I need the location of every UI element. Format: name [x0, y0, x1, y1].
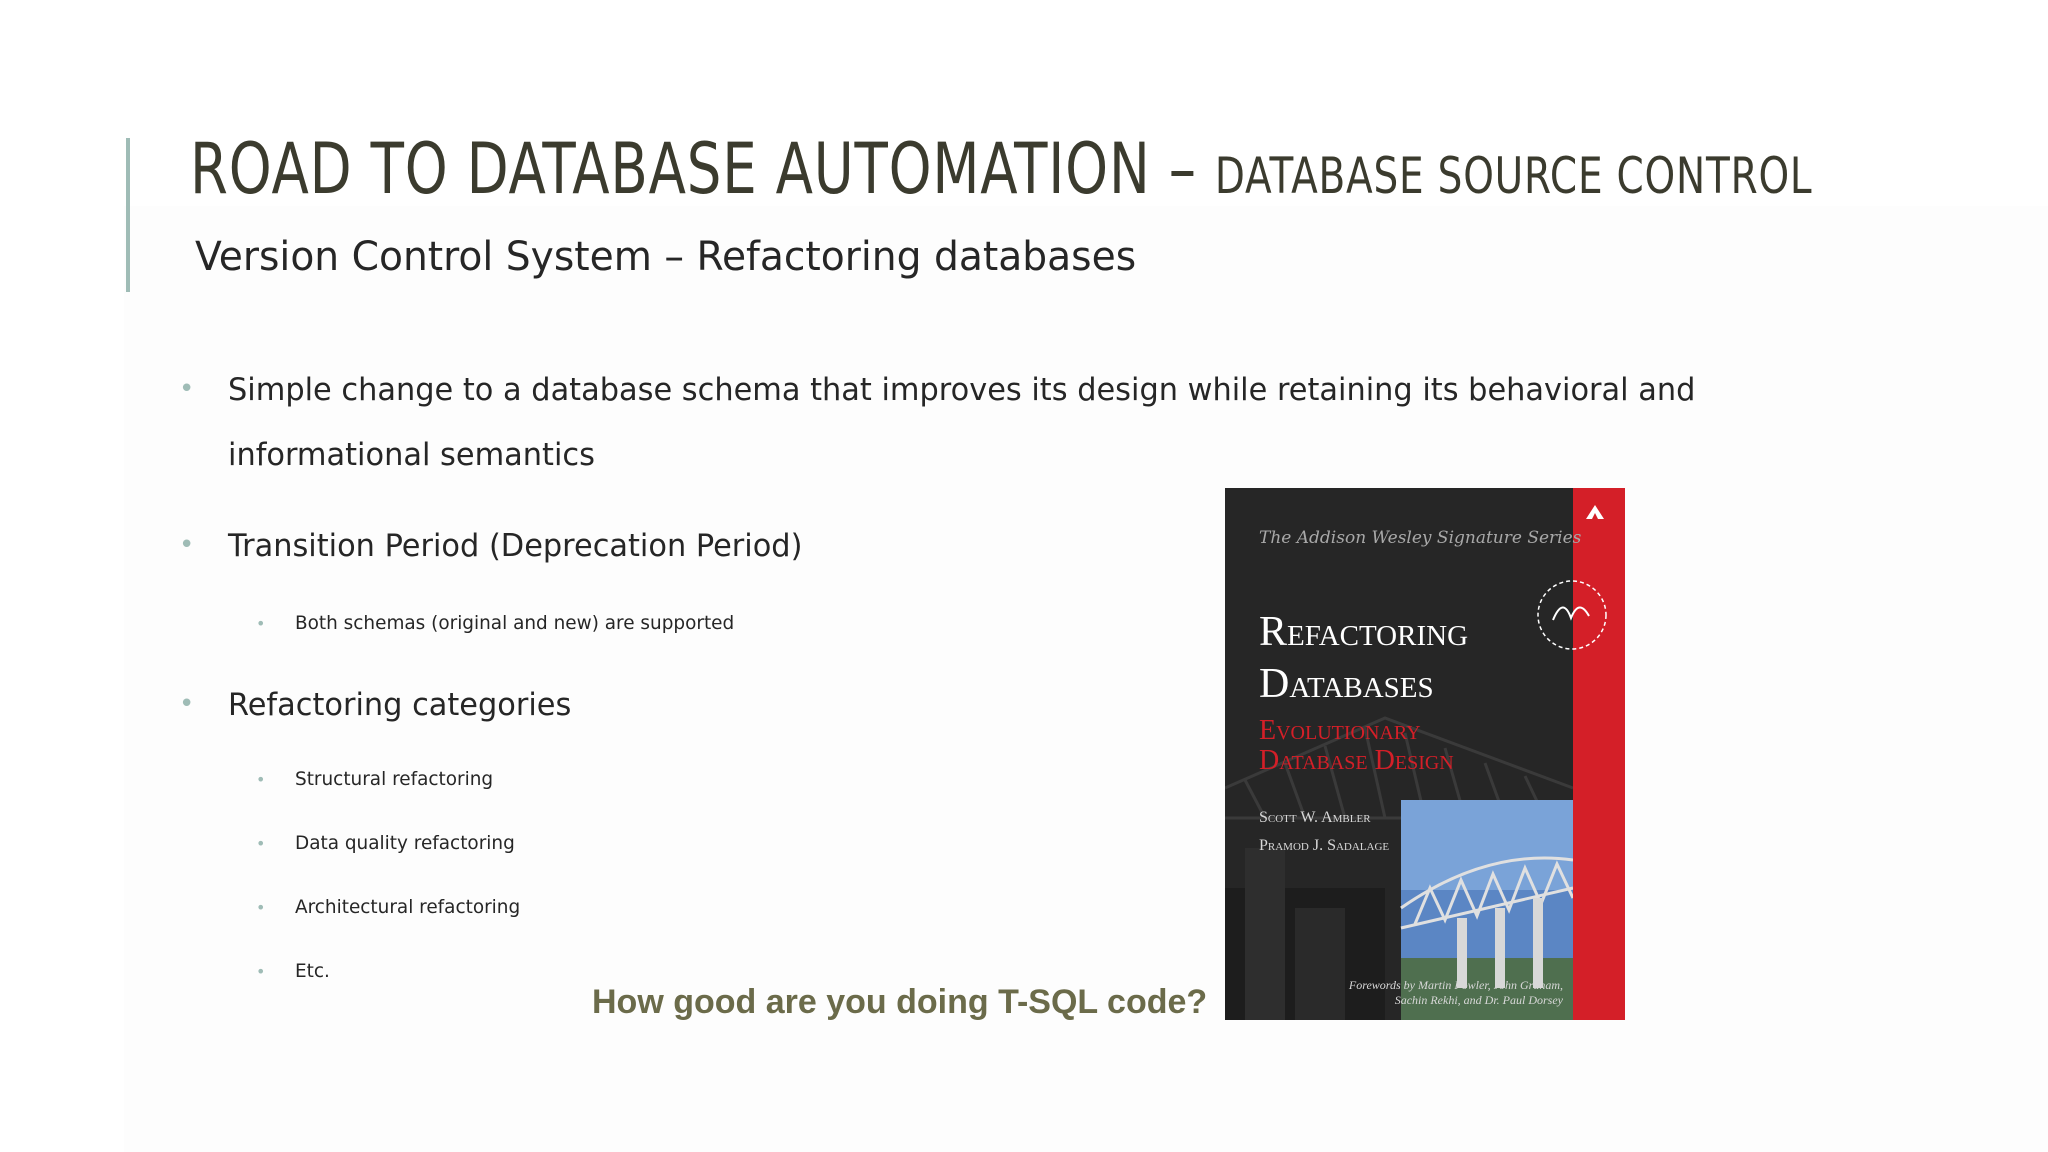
sub-bullet-dot: • — [256, 834, 266, 853]
title-dash: – — [1150, 128, 1215, 210]
bullet-dot: • — [179, 689, 195, 719]
sub-bullet-structural: Structural refactoring — [295, 768, 494, 790]
book-series-label: The Addison Wesley Signature Series — [1259, 528, 1582, 548]
sub-bullet-both-schemas: Both schemas (original and new) are supported — [295, 612, 735, 634]
sub-bullet-dot: • — [256, 614, 266, 633]
sub-bullet-etc: Etc. — [295, 960, 330, 982]
book-forewords: Forewords by Martin Fowler, John Graham, Sachin Rekhi, and Dr. Paul Dorsey — [1348, 978, 1563, 1007]
addison-wesley-logo-icon — [1585, 504, 1605, 520]
sub-bullet-dot: • — [256, 898, 266, 917]
signature-badge-icon — [1533, 576, 1611, 654]
title-accent-bar — [126, 138, 130, 292]
book-cover-image — [1225, 488, 1625, 1020]
slide-title — [190, 128, 1812, 210]
question-text: How good are you doing T-SQL code? — [592, 983, 1208, 1021]
book-authors: Scott W. Ambler Pramod J. Sadalage — [1259, 809, 1390, 854]
bullet-dot: • — [179, 374, 195, 404]
slide-subtitle: Version Control System – Refactoring databases — [195, 234, 1137, 280]
title-main: ROAD TO DATABASE AUTOMATION — [190, 128, 1151, 210]
sub-bullet-architectural: Architectural refactoring — [295, 896, 521, 918]
sub-bullet-dot: • — [256, 770, 266, 789]
bullet-text-schema-change: Simple change to a database schema that improves its design while retaining its behavioral and — [228, 372, 1696, 408]
sub-bullet-dot: • — [256, 962, 266, 981]
bullet-text-transition-period: Transition Period (Deprecation Period) — [228, 528, 803, 564]
bullet-dot: • — [179, 530, 195, 560]
book-title: Refactoring Databases — [1259, 609, 1469, 707]
bullet-text-refactoring-categories: Refactoring categories — [228, 687, 572, 723]
bullet-text-schema-change-cont: informational semantics — [228, 437, 595, 473]
cover-red-stripe — [1573, 488, 1625, 1020]
sub-bullet-data-quality: Data quality refactoring — [295, 832, 515, 854]
title-sub: DATABASE SOURCE CONTROL — [1214, 147, 1813, 205]
book-subtitle: Evolutionary Database Design — [1259, 715, 1454, 776]
